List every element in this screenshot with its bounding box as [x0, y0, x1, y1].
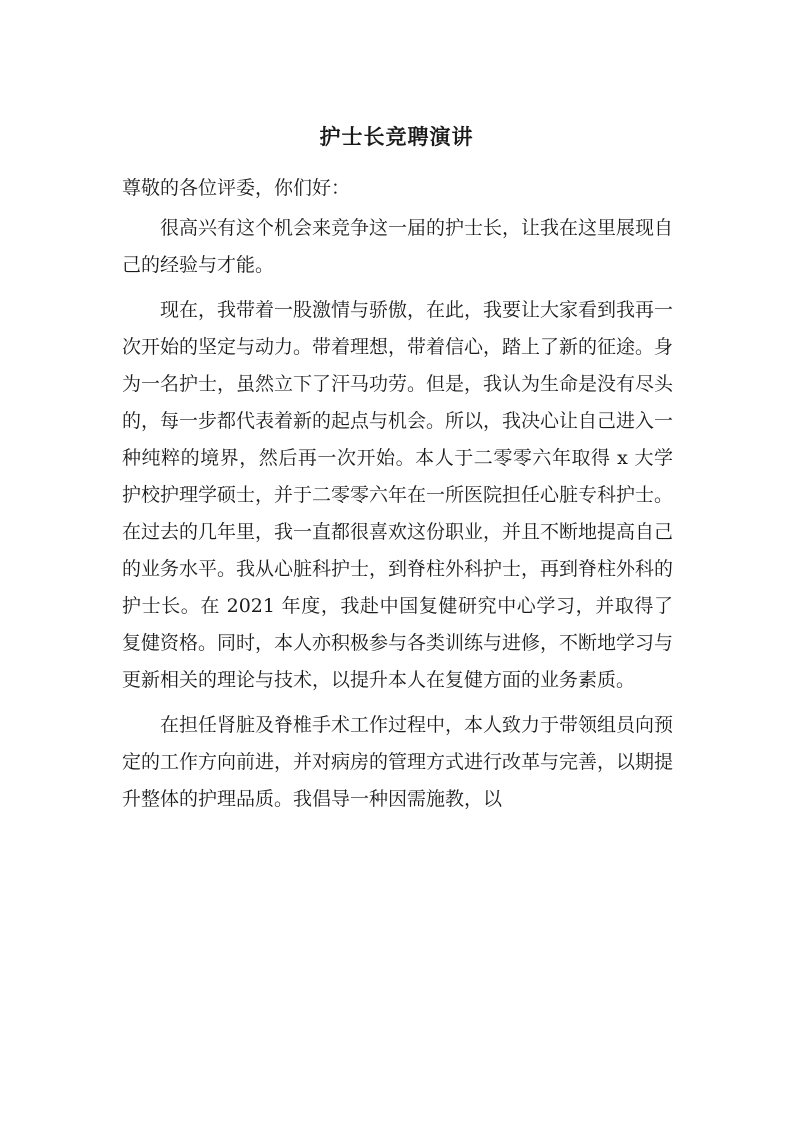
- document-title: 护士长竞聘演讲: [319, 124, 474, 149]
- salutation: 尊敬的各位评委，你们好：: [122, 177, 351, 199]
- document-body: [122, 170, 673, 826]
- paragraph-management: 在担任肾脏及脊椎手术工作过程中，本人致力于带领组员向预定的工作方向前进，并对病房的管理方式进行改革与完善，以期提升整体的护理品质。我倡导一种因需施教，以: [122, 714, 674, 810]
- paragraph-experience: 现在，我带着一股激情与骄傲，在此，我要让大家看到我再一次开始的坚定与动力。带着理想，带着信心，踏上了新的征途。身为一名护士，虽然立下了汗马功劳。但是，我认为生命是没有尽头的，每一步都代表着新的起点与机会。所以，我决心让自己进入一种纯粹的境界，然后再一次开始。本人于二零零六年取得 x 大学护校护理学硕士，并于二零零六年在一所医院担任心脏专科护士。在过去的几年里，我一直都很喜欢这份职业，并且不断地提高自己的业务水平。我从心脏科护士，到脊柱外科护士，再到脊柱外科的护士长。在 2021 年度，我赴中国复健研究中心学习，并取得了复健资格。同时，本人亦积极参与各类训练与进修，不断地学习与更新相关的理论与技术，以提升本人在复健方面的业务素质。: [122, 299, 674, 691]
- paragraph-intro: 很高兴有这个机会来竞争这一届的护士长，让我在这里展现自己的经验与才能。: [122, 217, 674, 276]
